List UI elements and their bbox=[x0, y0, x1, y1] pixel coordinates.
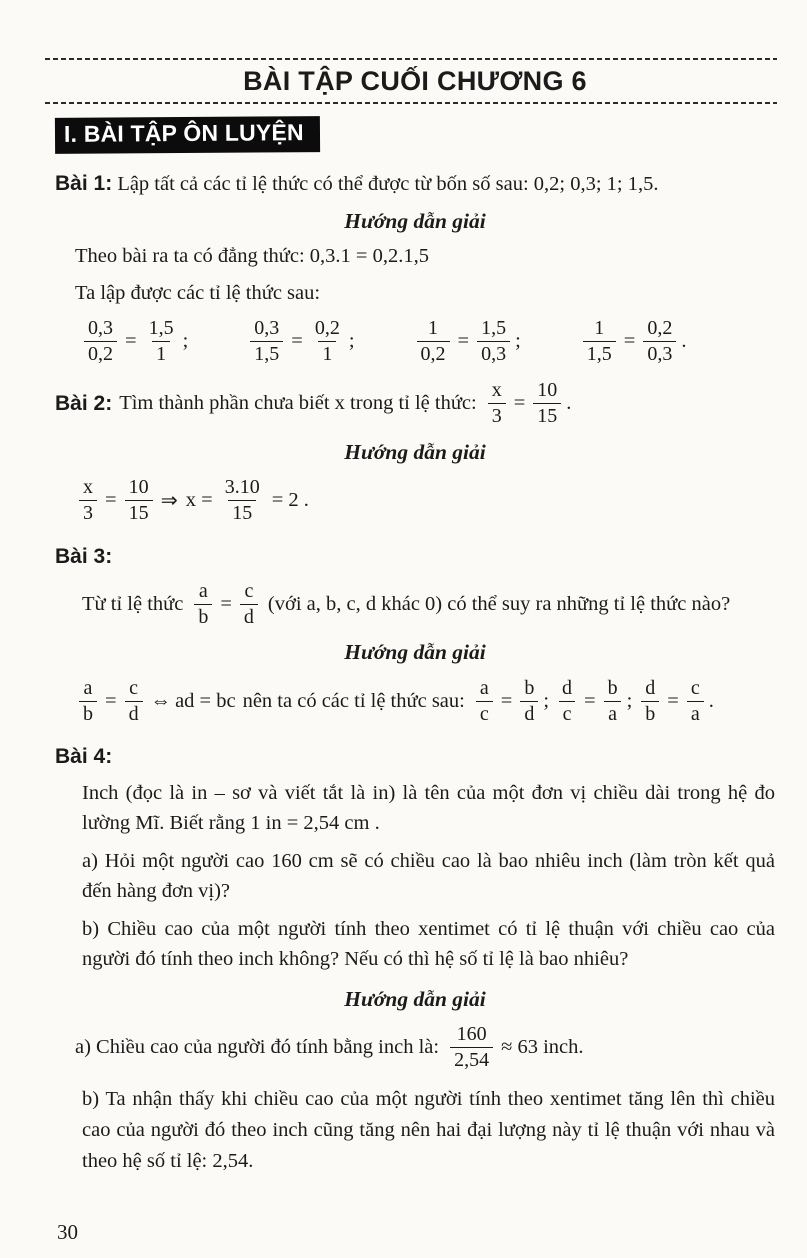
equals-sign: = bbox=[500, 690, 513, 712]
section-banner: I. BÀI TẬP ÔN LUYỆN bbox=[55, 116, 320, 154]
fraction-numerator: 0,3 bbox=[88, 317, 113, 339]
period: . bbox=[566, 392, 572, 414]
fraction bbox=[533, 379, 561, 428]
fraction-numerator: d bbox=[562, 677, 573, 699]
fraction-denominator: 0,3 bbox=[477, 341, 510, 366]
fraction-numerator: 0,2 bbox=[314, 317, 340, 339]
equals-sign: = bbox=[105, 489, 117, 511]
fraction-numerator: a bbox=[198, 580, 208, 602]
fraction-numerator: 1,5 bbox=[148, 317, 174, 339]
fraction bbox=[558, 677, 576, 726]
fraction-numerator: 1,5 bbox=[481, 317, 507, 339]
fraction-numerator: a bbox=[479, 677, 489, 699]
equals-sign: = bbox=[220, 593, 232, 615]
equals-sign: = bbox=[623, 330, 636, 352]
solution-heading-2: Hướng dẫn giải bbox=[344, 440, 486, 464]
exercise-3-header bbox=[55, 542, 775, 572]
fraction-denominator: a bbox=[687, 701, 704, 726]
exercise-2-statement bbox=[55, 379, 775, 428]
exercise-4-question-a: a) Hỏi một người cao 160 cm sẽ có chiều cao là bao nhiêu inch (làm tròn kết quả đến hàng đơn vị)? bbox=[82, 850, 775, 902]
solution-heading-1: Hướng dẫn giải bbox=[344, 209, 486, 233]
fraction bbox=[641, 677, 659, 726]
fraction bbox=[604, 677, 622, 726]
fraction-numerator: 1 bbox=[594, 317, 605, 339]
exercise-4-solution-a-text: a) Chiều cao của người đó tính bằng inch là: bbox=[75, 1036, 440, 1058]
fraction-denominator: 1,5 bbox=[583, 341, 616, 366]
fraction bbox=[125, 677, 143, 726]
exercise-4-solution-a-result: ≈ 63 inch. bbox=[501, 1036, 584, 1058]
equals-sign: = bbox=[667, 690, 679, 712]
separator: . bbox=[708, 690, 714, 712]
fraction-denominator: 0,3 bbox=[643, 341, 676, 366]
fraction-denominator: 1 bbox=[152, 341, 170, 366]
fraction-denominator: 0,2 bbox=[417, 341, 450, 366]
fraction bbox=[520, 677, 538, 726]
fraction bbox=[417, 317, 450, 366]
equals-sign: = bbox=[584, 690, 596, 712]
fraction bbox=[450, 1023, 493, 1072]
fraction-denominator: 0,2 bbox=[84, 341, 117, 366]
exercise-4-question-b: b) Chiều cao của một người tính theo xentimet có tỉ lệ thuận với chiều cao của người đó tính theo inch không? Nếu có thì hệ số tỉ lệ là bao nhiêu? bbox=[82, 918, 775, 970]
fraction-denominator: 15 bbox=[228, 500, 256, 525]
fraction-numerator: b bbox=[607, 677, 618, 699]
exercise-1-proportions bbox=[80, 317, 775, 366]
exercise-1-text: Lập tất cả các tỉ lệ thức có thể được từ bốn số sau: 0,2; 0,3; 1; 1,5. bbox=[117, 173, 659, 195]
fraction-numerator: d bbox=[645, 677, 656, 699]
exercise-1-label: Bài 1: bbox=[55, 172, 113, 195]
fraction bbox=[125, 476, 153, 525]
fraction bbox=[221, 476, 264, 525]
fraction-numerator: 10 bbox=[128, 476, 149, 498]
fraction bbox=[250, 317, 283, 366]
fraction-numerator: c bbox=[129, 677, 138, 699]
exercise-2-text: Tìm thành phần chưa biết x trong tỉ lệ thức: bbox=[119, 392, 477, 414]
fraction-denominator: c bbox=[559, 701, 576, 726]
proportion bbox=[413, 317, 521, 366]
iff-arrow: ⇔ bbox=[150, 690, 172, 712]
separator: ; bbox=[543, 690, 550, 712]
exercise-3-statement bbox=[82, 580, 775, 629]
result: = 2 . bbox=[271, 489, 309, 511]
separator: ; bbox=[626, 690, 633, 712]
fraction-denominator: 2,54 bbox=[450, 1047, 493, 1072]
exercise-4-solution-a bbox=[75, 1023, 775, 1072]
fraction bbox=[240, 580, 258, 629]
fraction-numerator: 160 bbox=[456, 1023, 487, 1045]
proportion bbox=[472, 677, 549, 726]
proportion bbox=[80, 317, 188, 366]
fraction bbox=[643, 317, 676, 366]
fraction-numerator: 0,3 bbox=[254, 317, 280, 339]
fraction-denominator: 3 bbox=[488, 403, 506, 428]
fraction-denominator: 15 bbox=[533, 403, 561, 428]
fraction-numerator: a bbox=[83, 677, 93, 699]
fraction-numerator: 0,2 bbox=[647, 317, 673, 339]
fraction-numerator: 10 bbox=[537, 379, 558, 401]
proportion bbox=[246, 317, 354, 366]
fraction-denominator: b bbox=[79, 701, 97, 726]
fraction bbox=[194, 580, 212, 629]
solution-heading-4: Hướng dẫn giải bbox=[344, 987, 486, 1011]
fraction-denominator: c bbox=[476, 701, 493, 726]
fraction bbox=[84, 317, 117, 366]
proportion bbox=[637, 677, 714, 726]
exercise-2-label: Bài 2: bbox=[55, 391, 113, 415]
separator: . bbox=[681, 330, 687, 352]
separator: ; bbox=[515, 330, 521, 352]
exercise-1-given: Theo bài ra ta có đẳng thức: 0,3.1 = 0,2.1,5 bbox=[75, 245, 429, 267]
fraction-numerator: x bbox=[491, 379, 502, 401]
fraction-denominator: a bbox=[604, 701, 621, 726]
fraction-numerator: 1 bbox=[428, 317, 439, 339]
equals-sign: = bbox=[291, 330, 303, 352]
fraction-denominator: d bbox=[240, 604, 258, 629]
equals-sign: = bbox=[125, 330, 137, 352]
fraction bbox=[687, 677, 704, 726]
exercise-3-solution bbox=[75, 677, 775, 726]
fraction-denominator: b bbox=[194, 604, 212, 629]
fraction-numerator: c bbox=[244, 580, 254, 602]
exercise-4-header bbox=[55, 742, 775, 772]
x-equals: x = bbox=[185, 489, 213, 511]
page-number: 30 bbox=[57, 1220, 78, 1244]
fraction-numerator: c bbox=[690, 677, 700, 699]
exercise-1-intro: Ta lập được các tỉ lệ thức sau: bbox=[75, 282, 321, 304]
solution-heading-3: Hướng dẫn giải bbox=[344, 640, 486, 664]
fraction bbox=[488, 379, 506, 428]
fraction bbox=[145, 317, 178, 366]
exercise-3-solution-text: nên ta có các tỉ lệ thức sau: bbox=[242, 690, 465, 712]
separator: ; bbox=[348, 330, 355, 352]
exercise-2-solution bbox=[75, 476, 775, 525]
proportion bbox=[554, 677, 632, 726]
chapter-title: BÀI TẬP CUỐI CHƯƠNG 6 bbox=[243, 66, 587, 96]
exercise-4-solution-b: b) Ta nhận thấy khi chiều cao của một người tính theo xentimet tăng lên thì chiều cao của người đó theo inch cũng tăng nên hai đại lượng này tỉ lệ thuận với nhau và theo hệ số tỉ lệ: 2,54. bbox=[82, 1088, 775, 1172]
proportion bbox=[579, 317, 687, 366]
exercise-1-statement bbox=[55, 169, 775, 199]
fraction bbox=[311, 317, 344, 366]
ad-equals-bc: ad = bc bbox=[175, 690, 236, 712]
exercise-3-text-suffix: (với a, b, c, d khác 0) có thể suy ra những tỉ lệ thức nào? bbox=[267, 593, 731, 615]
page bbox=[0, 58, 807, 1258]
exercise-4-label: Bài 4: bbox=[55, 745, 113, 768]
fraction-numerator: 3.10 bbox=[224, 476, 260, 498]
fraction-denominator: 1 bbox=[318, 341, 336, 366]
fraction-denominator: d bbox=[520, 701, 538, 726]
separator: ; bbox=[182, 330, 189, 352]
fraction bbox=[476, 677, 493, 726]
chapter-header bbox=[55, 58, 775, 104]
exercise-3-text-prefix: Từ tỉ lệ thức bbox=[82, 593, 184, 615]
fraction-denominator: b bbox=[641, 701, 659, 726]
fraction bbox=[79, 677, 97, 726]
fraction-numerator: b bbox=[524, 677, 535, 699]
fraction-denominator: 15 bbox=[125, 500, 153, 525]
implies-arrow: ⇒ bbox=[160, 490, 178, 512]
equals-sign: = bbox=[457, 330, 470, 352]
fraction-denominator: 1,5 bbox=[250, 341, 283, 366]
exercise-3-label: Bài 3: bbox=[55, 545, 113, 568]
exercise-4-intro: Inch (đọc là in – sơ và viết tắt là in) là tên của một đơn vị chiều dài trong hệ đo lường Mĩ. Biết rằng 1 in = 2,54 cm . bbox=[82, 782, 775, 834]
fraction bbox=[79, 476, 97, 525]
equals-sign: = bbox=[513, 392, 526, 414]
fraction bbox=[477, 317, 510, 366]
fraction-denominator: d bbox=[125, 701, 143, 726]
fraction-numerator: x bbox=[83, 476, 93, 498]
fraction bbox=[583, 317, 616, 366]
equals-sign: = bbox=[105, 690, 117, 712]
fraction-denominator: 3 bbox=[79, 500, 97, 525]
